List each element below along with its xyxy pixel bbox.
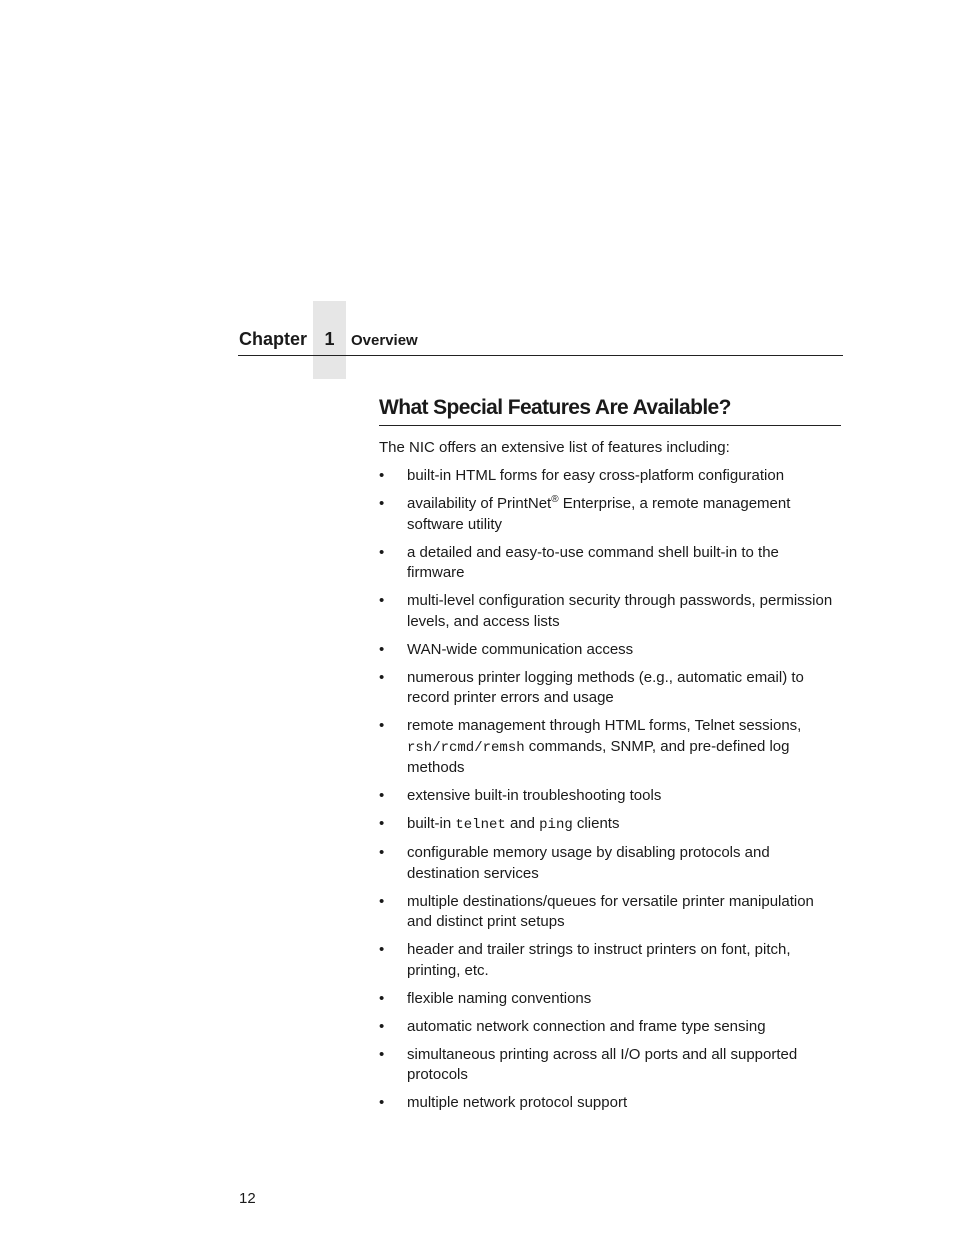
bullet-icon: • (379, 1094, 385, 1111)
section-heading: What Special Features Are Available? (379, 396, 731, 419)
list-item (379, 591, 839, 632)
chapter-label: Chapter (239, 329, 308, 349)
feature-text: and (505, 815, 540, 832)
feature-text: extensive built-in troubleshooting tools (407, 787, 662, 804)
list-item (379, 668, 839, 709)
registered-mark: ® (551, 494, 559, 505)
feature-text: numerous printer logging methods (e.g., automatic email) to record printer errors and usage (407, 668, 804, 706)
page-number: 12 (239, 1190, 256, 1207)
list-item (379, 466, 839, 487)
list-item (379, 543, 839, 584)
feature-text: simultaneous printing across all I/O ports and all supported protocols (407, 1045, 798, 1083)
list-item (379, 940, 839, 981)
list-item (379, 989, 839, 1010)
bullet-icon: • (379, 495, 385, 512)
feature-text: built-in HTML forms for easy cross-platform configuration (407, 467, 785, 484)
feature-text: multi-level configuration security through passwords, permission levels, and access lists (407, 592, 833, 630)
bullet-icon: • (379, 467, 385, 484)
feature-text: commands, SNMP, and pre-defined log methods (407, 737, 790, 776)
bullet-icon: • (379, 717, 385, 734)
bullet-icon: • (379, 1017, 385, 1035)
list-item (379, 1045, 839, 1086)
command-code: ping (539, 817, 573, 833)
feature-text: automatic network connection and frame type sensing (407, 1017, 766, 1035)
bullet-icon: • (379, 892, 385, 910)
list-item (379, 786, 839, 807)
feature-text: configurable memory usage by disabling protocols and destination services (407, 844, 770, 882)
chapter-title: Overview (351, 332, 418, 349)
bullet-icon: • (379, 941, 385, 958)
chapter-number: 1 (324, 329, 335, 349)
feature-text: multiple destinations/queues for versatile printer manipulation and distinct print setups (407, 892, 814, 930)
header-divider (238, 355, 843, 356)
command-code: rsh/rcmd/remsh (407, 739, 525, 756)
bullet-icon: • (379, 640, 385, 658)
feature-text: header and trailer strings to instruct printers on font, pitch, printing, etc. (407, 941, 791, 979)
feature-text: multiple network protocol support (407, 1094, 628, 1111)
feature-text: flexible naming conventions (407, 989, 592, 1007)
bullet-icon: • (379, 844, 385, 861)
list-item (379, 814, 839, 836)
list-item (379, 1093, 839, 1114)
list-item (379, 1017, 839, 1038)
feature-text: WAN-wide communication access (407, 640, 634, 658)
bullet-icon: • (379, 668, 385, 686)
list-item (379, 494, 839, 535)
bullet-icon: • (379, 543, 385, 561)
list-item (379, 892, 839, 933)
bullet-icon: • (379, 815, 385, 832)
bullet-icon: • (379, 787, 385, 804)
feature-text: a detailed and easy-to-use command shell built-in to the firmware (407, 543, 779, 581)
feature-text: remote management through HTML forms, Telnet sessions, (407, 717, 802, 734)
bullet-icon: • (379, 989, 385, 1007)
list-item (379, 716, 839, 779)
feature-text: Enterprise, a remote management software utility (407, 495, 791, 533)
section-divider (379, 425, 841, 426)
intro-paragraph: The NIC offers an extensive list of features including: (379, 439, 730, 456)
feature-text: clients (572, 815, 620, 832)
feature-list (379, 466, 839, 1121)
bullet-icon: • (379, 592, 385, 609)
command-code: telnet (455, 817, 506, 833)
bullet-icon: • (379, 1045, 385, 1063)
list-item (379, 640, 839, 661)
feature-text: built-in (407, 815, 456, 832)
list-item (379, 843, 839, 884)
feature-text: availability of PrintNet (407, 495, 552, 512)
